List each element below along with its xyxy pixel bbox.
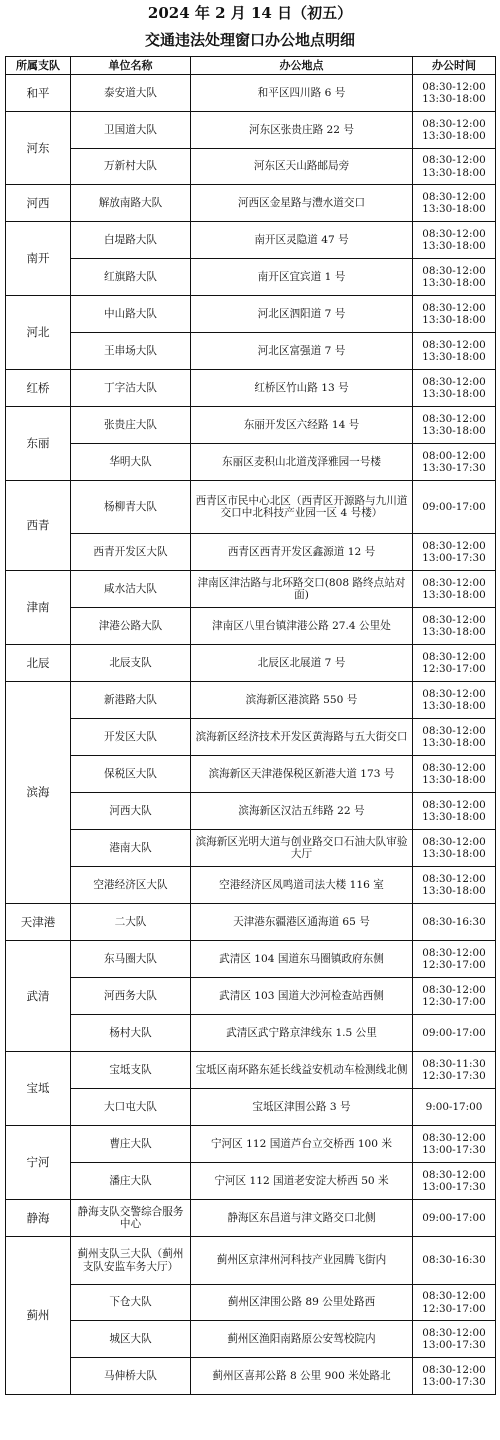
table-row (6, 1089, 496, 1126)
time-range: 12:30-17:00 (422, 996, 486, 1008)
time-range: 08:30-12:00 (422, 798, 486, 811)
time-range: 08:30-12:00 (422, 539, 486, 552)
unit-cell: 丁字沽大队 (71, 370, 191, 407)
time-cell (413, 978, 496, 1015)
table-row (6, 1358, 496, 1395)
unit-cell: 杨柳青大队 (71, 481, 191, 534)
time-range: 08:30-12:00 (422, 338, 486, 351)
unit-cell: 下仓大队 (71, 1285, 191, 1321)
time-cell (413, 333, 496, 370)
unit-cell: 曹庄大队 (71, 1126, 191, 1163)
time-range: 08:30-12:00 (422, 375, 486, 388)
time-cell (413, 1237, 496, 1285)
time-cell (413, 719, 496, 756)
unit-cell: 白堤路大队 (71, 222, 191, 259)
time-cell (413, 1358, 496, 1395)
address-cell: 静海区东昌道与津文路交口北侧 (191, 1200, 413, 1237)
time-range: 13:30-18:00 (422, 774, 486, 786)
table-row (6, 481, 496, 534)
time-range: 08:30-12:00 (422, 117, 486, 130)
table-row (6, 1163, 496, 1200)
table-row (6, 112, 496, 149)
unit-cell: 解放南路大队 (71, 185, 191, 222)
time-range: 13:30-18:00 (422, 589, 486, 601)
address-cell: 津南区八里台镇津港公路 27.4 公里处 (191, 608, 413, 645)
unit-cell: 泰安道大队 (71, 75, 191, 112)
branch-cell: 滨海 (6, 682, 71, 904)
address-cell: 蓟州区渔阳南路原公安驾校院内 (191, 1321, 413, 1358)
time-cell (413, 185, 496, 222)
address-cell: 东丽开发区六经路 14 号 (191, 407, 413, 444)
address-cell: 河东区天山路邮局旁 (191, 149, 413, 185)
header-branch: 所属支队 (6, 57, 71, 75)
address-cell: 南开区灵隐道 47 号 (191, 222, 413, 259)
time-range: 08:30-12:00 (422, 983, 486, 996)
unit-cell: 二大队 (71, 904, 191, 941)
address-cell: 河北区泗阳道 7 号 (191, 296, 413, 333)
time-cell (413, 1015, 496, 1052)
unit-cell: 城区大队 (71, 1321, 191, 1358)
table-row (6, 645, 496, 682)
time-range: 09:00-17:00 (422, 500, 486, 513)
branch-cell: 和平 (6, 75, 71, 112)
unit-cell: 大口屯大队 (71, 1089, 191, 1126)
address-cell: 河西区金星路与澧水道交口 (191, 185, 413, 222)
unit-cell: 静海支队交警综合服务中心 (71, 1200, 191, 1237)
time-range: 08:30-12:00 (422, 154, 486, 166)
address-cell: 滨海新区光明大道与创业路交口石油大队审验大厅 (191, 830, 413, 867)
time-cell (413, 534, 496, 571)
address-cell: 西青区西青开发区鑫源道 12 号 (191, 534, 413, 571)
table-row (6, 407, 496, 444)
address-cell: 宝坻区津围公路 3 号 (191, 1089, 413, 1126)
time-range: 13:30-18:00 (422, 314, 486, 326)
time-range: 08:30-12:00 (422, 650, 486, 663)
time-cell (413, 1163, 496, 1200)
time-cell (413, 1052, 496, 1089)
header-address: 办公地点 (191, 57, 413, 75)
unit-cell: 津港公路大队 (71, 608, 191, 645)
time-range: 08:30-12:00 (422, 761, 486, 774)
unit-cell: 王串场大队 (71, 333, 191, 370)
time-cell (413, 645, 496, 682)
unit-cell: 张贵庄大队 (71, 407, 191, 444)
branch-cell: 天津港 (6, 904, 71, 941)
branch-cell: 蓟州 (6, 1237, 71, 1395)
table-row (6, 756, 496, 793)
table-row (6, 682, 496, 719)
unit-cell: 空港经济区大队 (71, 867, 191, 904)
time-cell (413, 1285, 496, 1321)
time-range: 13:30-18:00 (422, 166, 486, 179)
time-range: 13:30-18:00 (422, 277, 486, 289)
address-cell: 宁河区 112 国道芦台立交桥西 100 米 (191, 1126, 413, 1163)
time-cell (413, 571, 496, 608)
address-cell: 宁河区 112 国道老安淀大桥西 50 米 (191, 1163, 413, 1200)
time-range: 13:30-18:00 (422, 388, 486, 400)
time-range: 08:30-12:00 (422, 227, 486, 240)
time-range: 13:30-18:00 (422, 885, 486, 897)
time-range: 08:30-12:00 (422, 687, 486, 700)
unit-cell: 新港路大队 (71, 682, 191, 719)
table-row (6, 1015, 496, 1052)
table-header-row (6, 57, 496, 75)
time-range: 08:30-12:00 (422, 872, 486, 885)
time-range: 08:30-12:00 (422, 190, 486, 203)
unit-cell: 卫国道大队 (71, 112, 191, 149)
time-range: 13:30-18:00 (422, 811, 486, 823)
address-cell: 武清区 103 国道大沙河检查站西侧 (191, 978, 413, 1015)
time-range: 08:30-12:00 (422, 946, 486, 959)
table-row (6, 608, 496, 645)
table-body (6, 75, 496, 1395)
time-cell (413, 75, 496, 112)
branch-cell: 北辰 (6, 645, 71, 682)
address-cell: 空港经济区凤鸣道司法大楼 116 室 (191, 867, 413, 904)
table-row (6, 534, 496, 571)
time-range: 08:00-12:00 (422, 449, 486, 462)
time-cell (413, 112, 496, 149)
table-row (6, 867, 496, 904)
unit-cell: 潘庄大队 (71, 1163, 191, 1200)
unit-cell: 东马圈大队 (71, 941, 191, 978)
time-range: 09:00-17:00 (422, 1211, 486, 1224)
branch-cell: 武清 (6, 941, 71, 1052)
address-cell: 宝坻区南环路东延长线益安机动车检测线北侧 (191, 1052, 413, 1089)
unit-cell: 红旗路大队 (71, 259, 191, 296)
time-cell (413, 481, 496, 534)
table-row (6, 1285, 496, 1321)
table-row (6, 1237, 496, 1285)
table-row (6, 719, 496, 756)
branch-cell: 宝坻 (6, 1052, 71, 1126)
address-cell: 蓟州区津围公路 89 公里处路西 (191, 1285, 413, 1321)
table-row (6, 259, 496, 296)
address-cell: 西青区市民中心北区（西青区开源路与九川道交口中北科技产业园一区 4 号楼） (191, 481, 413, 534)
address-cell: 河东区张贵庄路 22 号 (191, 112, 413, 149)
address-cell: 和平区四川路 6 号 (191, 75, 413, 112)
time-cell (413, 1321, 496, 1358)
address-cell: 河北区富强道 7 号 (191, 333, 413, 370)
table-row (6, 904, 496, 941)
time-cell (413, 904, 496, 941)
time-range: 9:00-17:00 (425, 1100, 483, 1113)
time-range: 13:30-18:00 (422, 203, 486, 215)
time-range: 13:30-18:00 (422, 93, 486, 105)
address-cell: 滨海新区汉沽五纬路 22 号 (191, 793, 413, 830)
time-range: 08:30-12:00 (422, 1131, 486, 1144)
header-unit: 单位名称 (71, 57, 191, 75)
time-range: 13:30-18:00 (422, 425, 486, 437)
unit-cell: 宝坻支队 (71, 1052, 191, 1089)
time-range: 08:30-12:00 (422, 1168, 486, 1181)
table-row (6, 978, 496, 1015)
branch-cell: 南开 (6, 222, 71, 296)
time-cell (413, 682, 496, 719)
unit-cell: 华明大队 (71, 444, 191, 481)
address-cell: 滨海新区港滨路 550 号 (191, 682, 413, 719)
time-cell (413, 149, 496, 185)
unit-cell: 北辰支队 (71, 645, 191, 682)
time-range: 13:00-17:30 (422, 1376, 486, 1388)
time-range: 13:30-18:00 (422, 240, 486, 252)
unit-cell: 蓟州支队三大队（蓟州支队安监车务大厅） (71, 1237, 191, 1285)
table-row (6, 793, 496, 830)
address-cell: 南开区宜宾道 1 号 (191, 259, 413, 296)
unit-cell: 咸水沽大队 (71, 571, 191, 608)
time-range: 13:30-17:30 (422, 462, 486, 474)
time-range: 13:30-18:00 (422, 130, 486, 142)
branch-cell: 河东 (6, 112, 71, 185)
time-cell (413, 867, 496, 904)
time-range: 12:30-17:00 (422, 1302, 486, 1315)
unit-cell: 马伸桥大队 (71, 1358, 191, 1395)
unit-cell: 开发区大队 (71, 719, 191, 756)
table-row (6, 444, 496, 481)
time-range: 08:30-12:00 (422, 301, 486, 314)
time-range: 13:00-17:30 (422, 1144, 486, 1156)
time-cell (413, 608, 496, 645)
table-row (6, 830, 496, 867)
time-range: 08:30-12:00 (422, 80, 486, 93)
table-row (6, 1321, 496, 1358)
time-cell (413, 259, 496, 296)
branch-cell: 河北 (6, 296, 71, 370)
unit-cell: 西青开发区大队 (71, 534, 191, 571)
table-row (6, 333, 496, 370)
unit-cell: 港南大队 (71, 830, 191, 867)
time-cell (413, 222, 496, 259)
address-cell: 蓟州区喜邦公路 8 公里 900 米处路北 (191, 1358, 413, 1395)
time-range: 13:30-18:00 (422, 700, 486, 712)
time-cell (413, 444, 496, 481)
time-cell (413, 370, 496, 407)
time-cell (413, 407, 496, 444)
time-cell (413, 830, 496, 867)
time-range: 08:30-16:30 (422, 1254, 486, 1267)
branch-cell: 河西 (6, 185, 71, 222)
table-row (6, 149, 496, 185)
time-range: 12:30-17:00 (422, 959, 486, 971)
time-range: 08:30-12:00 (422, 1363, 486, 1376)
address-cell: 滨海新区天津港保税区新港大道 173 号 (191, 756, 413, 793)
time-range: 13:00-17:30 (422, 1339, 486, 1351)
time-range: 13:30-18:00 (422, 351, 486, 363)
time-range: 13:30-18:00 (422, 848, 486, 860)
address-cell: 东丽区麦积山北道茂泽雅园一号楼 (191, 444, 413, 481)
table-row (6, 1200, 496, 1237)
unit-cell: 河西大队 (71, 793, 191, 830)
time-cell (413, 1200, 496, 1237)
time-range: 08:30-12:00 (422, 1326, 486, 1339)
time-range: 08:30-12:00 (422, 835, 486, 848)
time-range: 08:30-12:00 (422, 724, 486, 737)
unit-cell: 万新村大队 (71, 149, 191, 185)
address-cell: 武清区武宁路京津线东 1.5 公里 (191, 1015, 413, 1052)
time-cell (413, 793, 496, 830)
time-cell (413, 1126, 496, 1163)
time-range: 08:30-11:30 (422, 1057, 486, 1070)
time-range: 08:30-12:00 (422, 264, 486, 277)
table-row (6, 571, 496, 608)
address-cell: 滨海新区经济技术开发区黄海路与五大街交口 (191, 719, 413, 756)
table-row (6, 370, 496, 407)
page-title: 交通违法处理窗口办公地点明细 (144, 31, 355, 49)
address-cell: 蓟州区京津州河科技产业园腾飞街内 (191, 1237, 413, 1285)
time-range: 08:30-16:30 (422, 915, 486, 928)
unit-cell: 河西务大队 (71, 978, 191, 1015)
table-row (6, 185, 496, 222)
table-row (6, 1126, 496, 1163)
table-row (6, 222, 496, 259)
unit-cell: 杨村大队 (71, 1015, 191, 1052)
unit-cell: 中山路大队 (71, 296, 191, 333)
time-cell (413, 1089, 496, 1126)
address-cell: 武清区 104 国道东马圈镇政府东侧 (191, 941, 413, 978)
header-time: 办公时间 (413, 57, 496, 75)
time-cell (413, 756, 496, 793)
time-range: 12:30-17:30 (422, 1070, 486, 1082)
unit-cell: 保税区大队 (71, 756, 191, 793)
table-row (6, 1052, 496, 1089)
branch-cell: 东丽 (6, 407, 71, 481)
time-range: 13:30-18:00 (422, 626, 486, 638)
time-cell (413, 296, 496, 333)
address-cell: 红桥区竹山路 13 号 (191, 370, 413, 407)
branch-cell: 静海 (6, 1200, 71, 1237)
branch-cell: 宁河 (6, 1126, 71, 1200)
time-range: 08:30-12:00 (422, 1290, 486, 1302)
office-table (5, 56, 496, 1395)
time-range: 08:30-12:00 (422, 576, 486, 589)
branch-cell: 津南 (6, 571, 71, 645)
address-cell: 天津港东疆港区通海道 65 号 (191, 904, 413, 941)
branch-cell: 西青 (6, 481, 71, 571)
time-range: 12:30-17:00 (422, 663, 486, 675)
time-range: 08:30-12:00 (422, 412, 486, 425)
address-cell: 津南区津沽路与北环路交口(808 路终点站对面) (191, 571, 413, 608)
time-range: 13:30-18:00 (422, 737, 486, 749)
time-cell (413, 941, 496, 978)
time-range: 08:30-12:00 (422, 613, 486, 626)
address-cell: 北辰区北展道 7 号 (191, 645, 413, 682)
table-row (6, 941, 496, 978)
table-row (6, 296, 496, 333)
table-row (6, 75, 496, 112)
time-range: 13:00-17:30 (422, 1181, 486, 1193)
branch-cell: 红桥 (6, 370, 71, 407)
time-range: 09:00-17:00 (422, 1026, 486, 1039)
time-range: 13:00-17:30 (422, 552, 486, 564)
page-title-date: 2024 年 2 月 14 日（初五） (147, 4, 353, 22)
